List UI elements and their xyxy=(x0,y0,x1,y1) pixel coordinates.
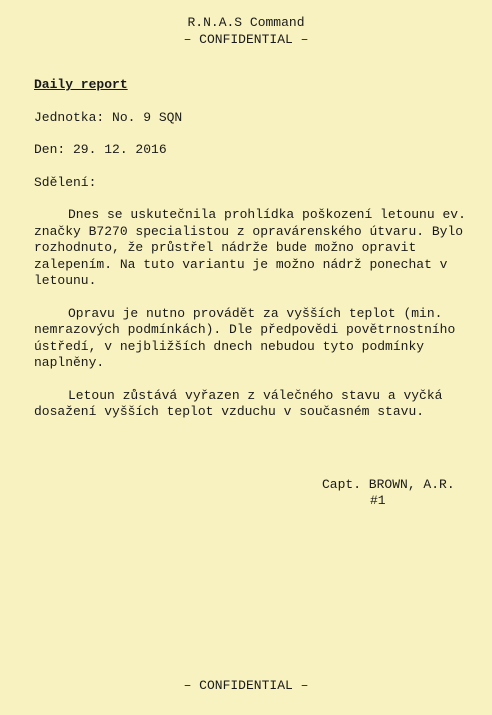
report-body xyxy=(34,77,474,421)
message-label: Sdělení: xyxy=(34,174,97,190)
signature-number: #1 xyxy=(370,493,386,508)
unit-line: Jednotka: No. 9 SQN xyxy=(34,109,183,125)
document-header xyxy=(0,14,492,48)
message-body xyxy=(34,207,474,421)
message-paragraph: Letoun zůstává vyřazen z válečného stavu a vyčká dosažení vyšších teplot vzduchu v současném stavu. xyxy=(34,387,443,419)
message-paragraph: Dnes se uskutečnila prohlídka poškození letounu ev. značky B7270 specialistou z opravárenského útvaru. Bylo rozhodnuto, že průstřel nádrže bude možno opravit zalepením. Na tuto variantu je možno nádrž ponechat v letounu. xyxy=(34,207,466,288)
signature-name: Capt. BROWN, A.R. xyxy=(322,477,455,492)
footer-classification: – CONFIDENTIAL – xyxy=(183,678,309,693)
date-line: Den: 29. 12. 2016 xyxy=(34,142,167,157)
header-classification: – CONFIDENTIAL – xyxy=(183,32,309,47)
message-paragraph: Opravu je nutno provádět za vyšších teplot (min. nemrazových podmínkách). Dle předpovědi povětrnostního ústředí, v nejbližších dnech nebudou tyto podmínky naplněny. xyxy=(34,305,456,370)
report-title: Daily report xyxy=(34,77,128,92)
command-title: R.N.A.S Command xyxy=(187,15,305,30)
signature-block xyxy=(322,477,455,509)
